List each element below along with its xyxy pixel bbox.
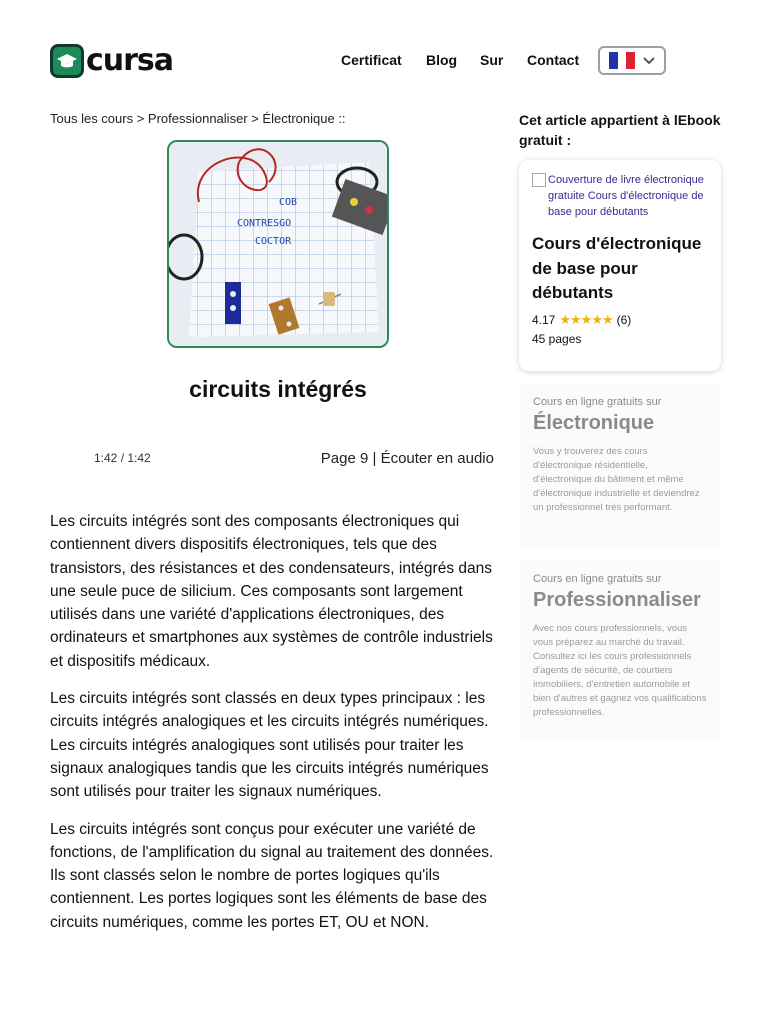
review-count: (6): [616, 312, 632, 327]
language-selector[interactable]: [598, 46, 666, 75]
promo-electronique[interactable]: [519, 384, 721, 548]
site-header: [0, 0, 768, 120]
promo-kicker: Cours en ligne gratuits sur: [533, 573, 662, 585]
image-label-cob: COB: [279, 197, 298, 208]
promo-professionnaliser[interactable]: [519, 561, 721, 741]
paragraph: Les circuits intégrés sont des composants électroniques qui contiennent divers dispositifs électroniques, tels que des transistors, des résistances et des condensateurs, intégrés dans une seule puce de silicium. Ces composants sont largement utilisés dans une variété d'applications électroniques, des ordinateurs et smartphones aux systèmes de contrôle industriels et dispositifs médicaux.: [50, 513, 493, 670]
ebook-rating: [532, 312, 708, 328]
logo-text: cursa: [86, 43, 174, 78]
breadcrumb[interactable]: Tous les cours > Professionnaliser > Électronique ::: [50, 111, 346, 126]
promo-description: Avec nos cours professionnels, vous vous préparez au marché du travail. Consultez ici les cours professionnels d'agents de sécurité, de courtiers immobiliers, d'entretien automobile et bien d'autres et gagnez vos qualifications professionnelles.: [533, 623, 707, 718]
graduation-cap-icon: [50, 44, 84, 78]
nav-contact-link[interactable]: Contact: [527, 52, 580, 68]
ebook-cover-alt: Couverture de livre électronique gratuite Cours d'électronique de base pour débutants: [548, 174, 704, 218]
article-body: [50, 510, 508, 948]
ebook-title[interactable]: Cours d'électronique de base pour débutants: [532, 234, 702, 302]
paragraph: Les circuits intégrés sont classés en deux types principaux : les circuits intégrés analogiques et les circuits intégrés numériques. Les circuits intégrés analogiques sont utilisés pour traiter les signaux analogiques tandis que les circuits intégrés numériques sont utilisés pour traiter les signaux numériques.: [50, 690, 489, 801]
star-rating-icon: ★★★★★: [559, 311, 613, 327]
audio-player[interactable]: [50, 450, 506, 470]
lesson-title: circuits intégrés: [189, 376, 367, 402]
image-label-coctor: COCTOR: [255, 236, 292, 247]
sidebar-heading: Cet article appartient à lEbook gratuit :: [519, 112, 721, 148]
nav-blog-link[interactable]: Blog: [426, 52, 458, 68]
promo-title: Professionnaliser: [533, 589, 701, 611]
chevron-down-icon: [641, 53, 657, 69]
fr-flag-icon: [609, 52, 635, 69]
nav-sur-link[interactable]: Sur: [480, 52, 504, 68]
cursa-logo[interactable]: [50, 44, 173, 78]
audio-time: 1:42 / 1:42: [94, 451, 151, 465]
broken-image-icon: [532, 173, 546, 187]
listen-audio-link[interactable]: Page 9 | Écouter en audio: [320, 450, 494, 467]
paragraph: Les circuits intégrés sont conçus pour exécuter une variété de fonctions, de l'amplification du signal au traitement des données. Ils sont classés selon le nombre de portes logiques qu'ils contiennent. Les portes logiques sont les éléments de base des circuits numériques, comme les portes ET, OU et NON.: [50, 820, 494, 931]
image-label-contresgo: CONTRESGO: [237, 218, 292, 229]
rating-value: 4.17: [532, 312, 556, 327]
nav-certificat-link[interactable]: Certificat: [341, 52, 402, 68]
promo-title: Électronique: [533, 412, 655, 434]
ebook-pages: 45 pages: [532, 331, 582, 346]
promo-description: Vous y trouverez des cours d'électronique résidentielle, d'électronique du bâtiment et même d'électronique industrielle et deviendrez un professionnel très performant.: [533, 446, 700, 513]
lesson-image: [167, 140, 389, 348]
ebook-cover-image[interactable]: [532, 172, 708, 220]
promo-kicker: Cours en ligne gratuits sur: [533, 396, 662, 408]
ebook-card[interactable]: [519, 160, 721, 371]
